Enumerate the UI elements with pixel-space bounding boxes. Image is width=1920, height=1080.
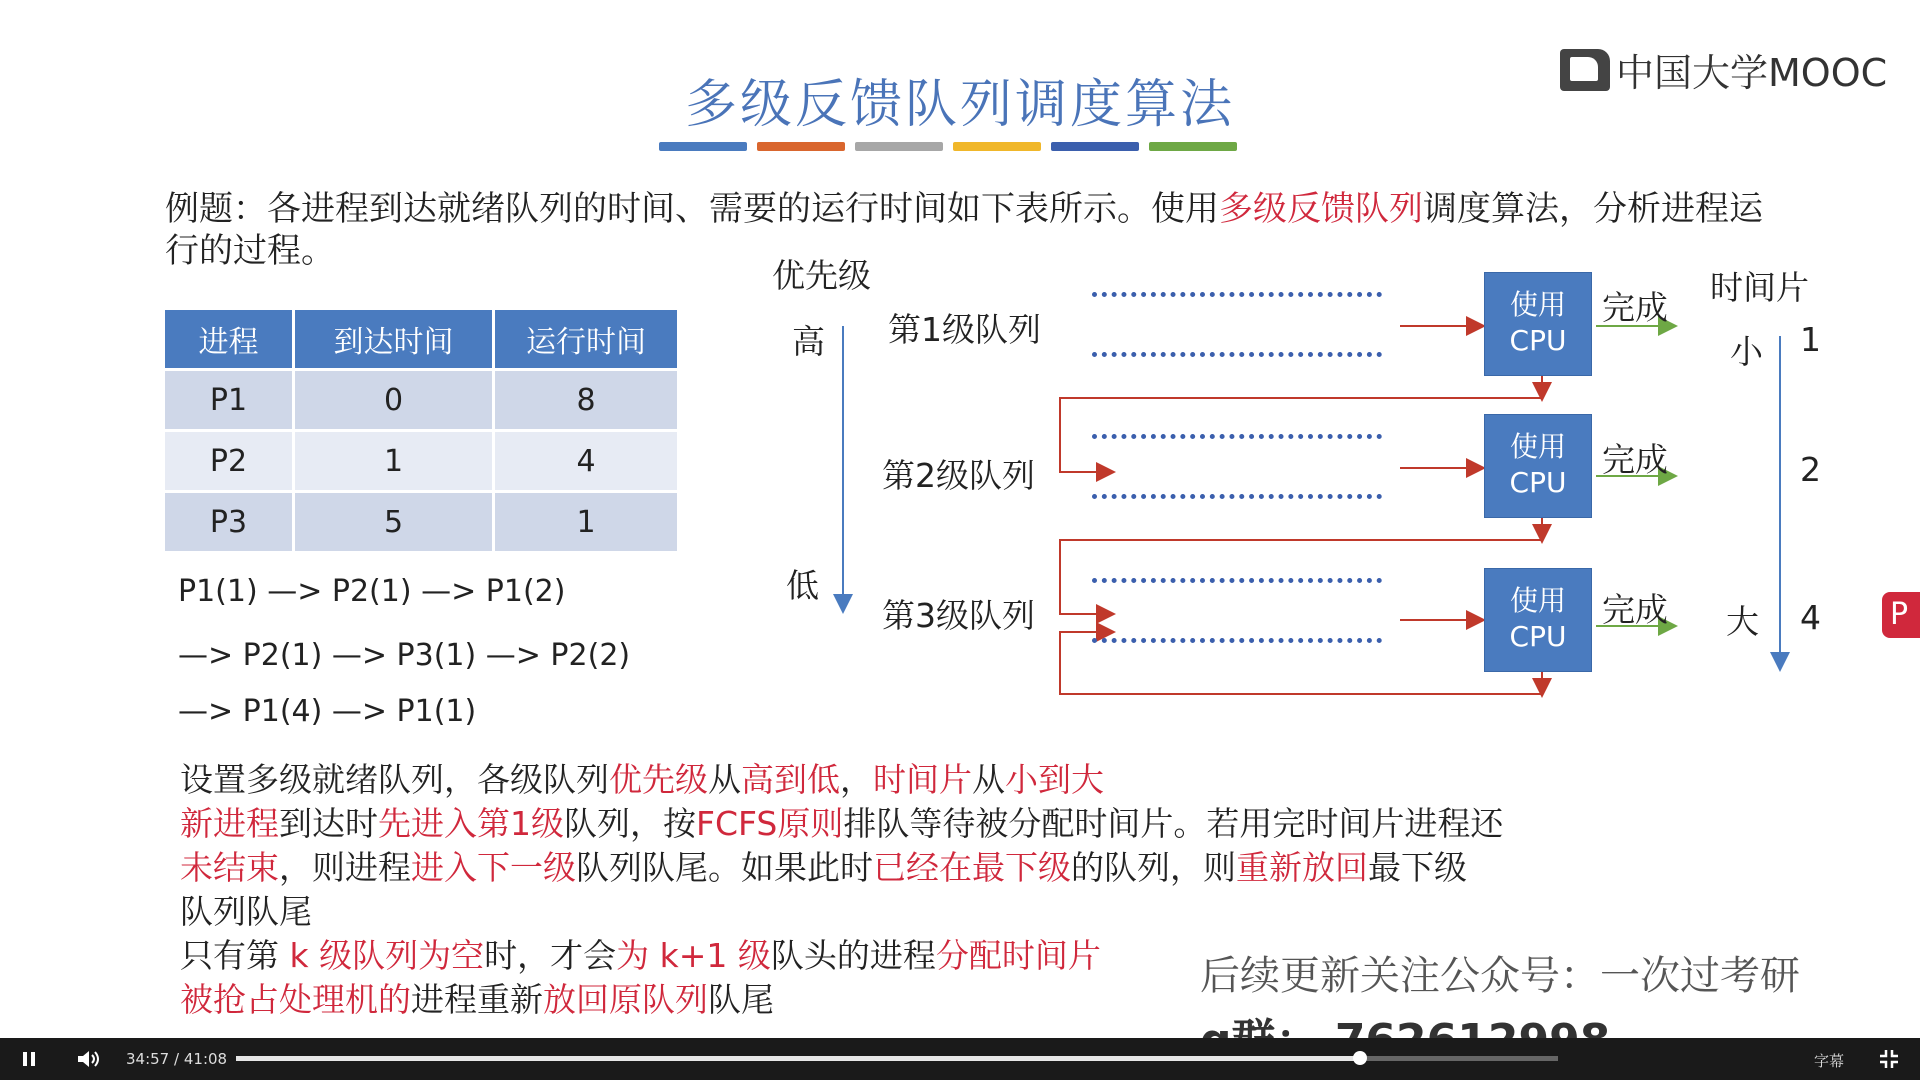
- highlight-text: 进入下一级: [411, 848, 576, 887]
- highlight-text: 先进入第1级: [378, 804, 564, 843]
- plain-text: 设置多级就绪队列，各级队列: [180, 760, 609, 799]
- highlight-text: 小到大: [1005, 760, 1104, 799]
- description-part1: 例题：各进程到达就绪队列的时间、需要的运行时间如下表所示。使用: [165, 189, 1219, 229]
- done-label-1: 完成: [1602, 288, 1668, 327]
- pause-button[interactable]: [20, 1049, 40, 1069]
- exit-fullscreen-icon: [1878, 1048, 1900, 1070]
- progress-bar[interactable]: [236, 1056, 1558, 1061]
- subtitle-button[interactable]: 字幕: [1814, 1052, 1845, 1070]
- plain-text: 从: [972, 760, 1005, 799]
- timeslice-large: 大: [1726, 602, 1759, 641]
- highlight-text: 放回原队列: [543, 980, 708, 1019]
- plain-text: 从: [708, 760, 741, 799]
- cpu-box-3: [1484, 568, 1592, 672]
- table-cell: 1: [294, 431, 494, 492]
- highlight-text: 时间片: [873, 760, 972, 799]
- queue-1-top-line: [1092, 292, 1382, 297]
- video-control-bar: [0, 1038, 1920, 1080]
- slide-title: 多级反馈队列调度算法: [684, 75, 1235, 135]
- table-cell: P1: [165, 370, 294, 431]
- plain-text: ，: [840, 760, 873, 799]
- queue-3-label: 第3级队列: [882, 596, 1035, 635]
- time-display: [126, 1050, 227, 1068]
- plain-text: 队列，按: [564, 804, 696, 843]
- table-cell: 0: [294, 370, 494, 431]
- queue-2-top-line: [1092, 434, 1382, 439]
- priority-label: 优先级: [772, 256, 871, 295]
- timeslice-label: 时间片: [1710, 268, 1809, 307]
- plain-text: 进程重新: [411, 980, 543, 1019]
- queue-3-top-line: [1092, 578, 1382, 583]
- timeslice-small: 小: [1730, 332, 1763, 371]
- cpu-box-line1: 使用: [1509, 584, 1566, 617]
- highlight-text: k 级队列为空: [289, 936, 485, 975]
- rules-line: [180, 758, 1630, 802]
- description-highlight: 多级反馈队列: [1219, 189, 1423, 229]
- duration: 41:08: [183, 1050, 228, 1068]
- highlight-text: 为 k+1 级: [616, 936, 771, 975]
- progress-knob[interactable]: [1353, 1051, 1367, 1065]
- plain-text: 到达时: [279, 804, 378, 843]
- sequence-line-3: —> P1(4) —> P1(1): [178, 694, 477, 729]
- queue-1-label: 第1级队列: [888, 310, 1041, 349]
- priority-low: 低: [786, 566, 819, 605]
- rules-line: [180, 846, 1630, 890]
- cpu-box-line1: 使用: [1509, 430, 1566, 463]
- plain-text: 只有第: [180, 936, 290, 975]
- table-header: 运行时间: [494, 310, 678, 370]
- plain-text: 排队等待被分配时间片。若用完时间片进程还: [843, 804, 1504, 843]
- table-header: 进程: [165, 310, 294, 370]
- sequence-line-2: —> P2(1) —> P3(1) —> P2(2): [178, 638, 631, 673]
- highlight-text: 高到低: [741, 760, 840, 799]
- plain-text: 队头的进程: [770, 936, 936, 975]
- volume-button[interactable]: [76, 1048, 102, 1070]
- cpu-box-line2: CPU: [1509, 466, 1567, 499]
- priority-high: 高: [792, 322, 825, 361]
- timeslice-2: 2: [1800, 450, 1821, 489]
- cpu-box-line2: CPU: [1509, 620, 1567, 653]
- rules-line: [180, 890, 1630, 934]
- highlight-text: 未结束: [180, 848, 279, 887]
- plain-text: 的队列，则: [1071, 848, 1236, 887]
- highlight-text: 新进程: [180, 804, 279, 843]
- table-cell: 4: [494, 431, 678, 492]
- queue-1-bottom-line: [1092, 352, 1382, 357]
- cpu-box-2: [1484, 414, 1592, 518]
- description-part2: 调度算法，分析进程运行的过程。: [165, 189, 1763, 271]
- table-cell: 1: [494, 492, 678, 552]
- pause-icon: [23, 1052, 27, 1066]
- queue-3-bottom-line: [1092, 638, 1382, 643]
- queue-2-label: 第2级队列: [882, 456, 1035, 495]
- highlight-text: 被抢占处理机的: [180, 980, 411, 1019]
- plain-text: 队列队尾。如果此时: [576, 848, 873, 887]
- done-label-2: 完成: [1602, 440, 1668, 479]
- plain-text: ，则进程: [279, 848, 411, 887]
- highlight-text: 重新放回: [1236, 848, 1368, 887]
- cpu-box-line1: 使用: [1509, 288, 1566, 321]
- plain-text: 最下级: [1368, 848, 1467, 887]
- table-cell: 8: [494, 370, 678, 431]
- queue-2-bottom-line: [1092, 494, 1382, 499]
- cpu-box-line2: CPU: [1509, 324, 1567, 357]
- highlight-text: 已经在最下级: [873, 848, 1071, 887]
- progress-fill: [236, 1056, 1360, 1061]
- table-cell: P2: [165, 431, 294, 492]
- highlight-text: 优先级: [609, 760, 708, 799]
- plain-text: 队尾: [708, 980, 774, 1019]
- plain-text: 时，才会: [484, 936, 617, 975]
- highlight-text: FCFS原则: [696, 804, 844, 843]
- exit-fullscreen-button[interactable]: [1878, 1048, 1900, 1070]
- time-separator: /: [174, 1050, 180, 1068]
- side-tab[interactable]: P: [1882, 592, 1920, 638]
- volume-icon: [76, 1048, 102, 1070]
- highlight-text: 分配时间片: [935, 936, 1101, 975]
- rules-line: [180, 802, 1630, 846]
- table-cell: P3: [165, 492, 294, 552]
- timeslice-1: 1: [1800, 320, 1821, 359]
- plain-text: 队列队尾: [180, 892, 312, 931]
- done-label-3: 完成: [1602, 590, 1668, 629]
- timeslice-3: 4: [1800, 598, 1821, 637]
- cpu-box-1: [1484, 272, 1592, 376]
- mooc-logo-text: 中国大学MOOC: [1616, 51, 1888, 95]
- watermark-text: 后续更新关注公众号：一次过考研: [1200, 953, 1800, 999]
- table-header: 到达时间: [294, 310, 494, 370]
- current-time: 34:57: [126, 1050, 170, 1068]
- table-cell: 5: [294, 492, 494, 552]
- sequence-line-1: P1(1) —> P2(1) —> P1(2): [178, 574, 566, 609]
